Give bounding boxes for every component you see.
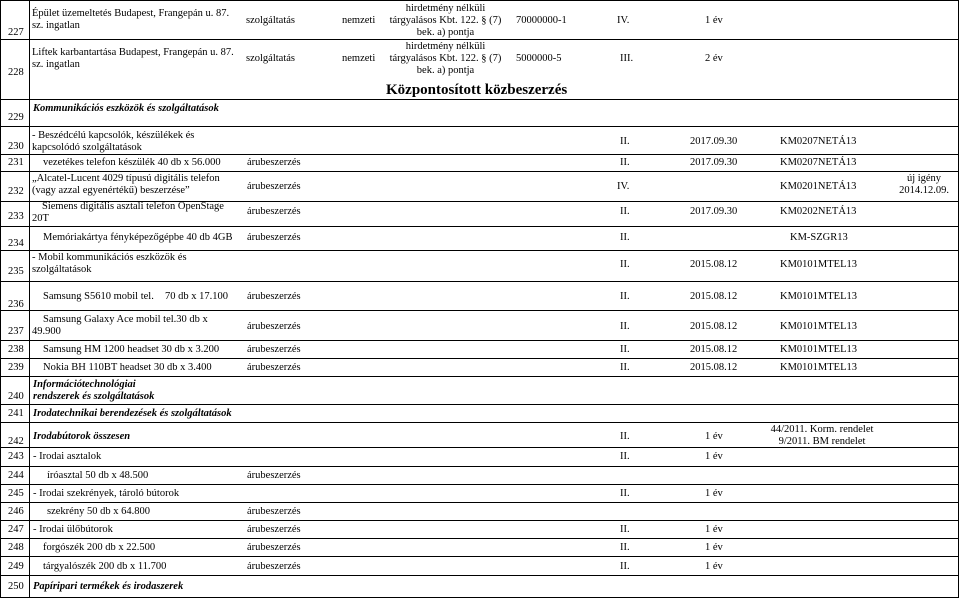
procedure-type: árubeszerzés: [247, 561, 301, 572]
duration: 1 év: [705, 15, 723, 26]
row-number: 227: [8, 27, 24, 38]
row-number: 238: [8, 344, 24, 355]
category-heading: Információtechnológiai rendszerek és szolgáltatások: [33, 379, 155, 402]
procurement-type: szolgáltatás: [246, 53, 295, 64]
item-description: - Irodai ülőbútorok: [33, 524, 113, 535]
row-number: 229: [8, 112, 24, 123]
quarter: II.: [620, 291, 630, 302]
column-border: [0, 0, 1, 598]
reference-code: KM0101MTEL13: [780, 321, 857, 332]
row-border: [0, 556, 959, 557]
procedure-type: árubeszerzés: [247, 232, 301, 243]
item-description: Samsung HM 1200 headset 30 db x 3.200: [43, 344, 220, 355]
procedure-type: árubeszerzés: [247, 157, 301, 168]
item-description: - Beszédcélú kapcsolók, készülékek és kapcsolódó szolgáltatások: [32, 130, 195, 153]
procedure-type: hirdetmény nélküli tárgyalásos Kbt. 122. § (7) bek. a) pontja: [389, 3, 502, 38]
reference-code: KM0101MTEL13: [780, 362, 857, 373]
quarter: II.: [620, 321, 630, 332]
row-border: [0, 340, 959, 341]
row-border: [0, 39, 959, 40]
row-number: 232: [8, 186, 24, 197]
row-number: 249: [8, 561, 24, 572]
item-description: - Irodai asztalok: [33, 451, 102, 462]
quarter: III.: [620, 53, 634, 64]
row-border: [0, 520, 959, 521]
procedure-type: árubeszerzés: [247, 321, 301, 332]
row-number: 233: [8, 211, 24, 222]
reference-code: KM0207NETÁ13: [780, 136, 857, 147]
item-description: Memóriakártya fényképezőgépbe 40 db 4GB: [43, 232, 233, 243]
row-number: 241: [8, 408, 24, 419]
item-description: íróasztal 50 db x 48.500: [47, 470, 149, 481]
date: 2015.08.12: [690, 344, 738, 355]
item-description: Siemens digitális asztali telefon OpenStage 20T: [32, 201, 224, 224]
quarter: II.: [620, 431, 630, 442]
note: új igény 2014.12.09.: [899, 173, 949, 196]
row-number: 230: [8, 141, 24, 152]
reference-code: KM0101MTEL13: [780, 259, 857, 270]
row-border: [0, 422, 959, 423]
duration: 1 év: [705, 431, 723, 442]
quarter: IV.: [617, 181, 630, 192]
category-heading: Kommunikációs eszközök és szolgáltatások: [33, 103, 219, 114]
row-border: [0, 484, 959, 485]
quarter: IV.: [617, 15, 630, 26]
row-number: 244: [8, 470, 24, 481]
category-heading: Irodatechnikai berendezések és szolgáltatások: [33, 408, 232, 419]
procedure-type: árubeszerzés: [247, 344, 301, 355]
reference-code: KM0202NETÁ13: [780, 206, 857, 217]
duration: 2 év: [705, 53, 723, 64]
procedure-type: árubeszerzés: [247, 542, 301, 553]
quarter: II.: [620, 524, 630, 535]
row-border: [0, 154, 959, 155]
row-number: 234: [8, 238, 24, 249]
quarter: II.: [620, 488, 630, 499]
procedure-type: hirdetmény nélküli tárgyalásos Kbt. 122. § (7) bek. a) pontja: [389, 41, 502, 76]
item-quantity: 70 db x 17.100: [165, 291, 228, 302]
item-description: - Irodai szekrények, tároló bútorok: [33, 488, 180, 499]
procurement-type: szolgáltatás: [246, 15, 295, 26]
cpv-code: 70000000-1: [516, 15, 567, 26]
procedure-type: árubeszerzés: [247, 181, 301, 192]
item-description: Samsung S5610 mobil tel.: [43, 291, 154, 302]
row-number: 246: [8, 506, 24, 517]
date: 2017.09.30: [690, 136, 738, 147]
date: 2015.08.12: [690, 362, 738, 373]
row-border: [0, 575, 959, 576]
date: 2017.09.30: [690, 157, 738, 168]
reference-code: KM0201NETÁ13: [780, 181, 857, 192]
row-number: 250: [8, 581, 24, 592]
item-description: Épület üzemeltetés Budapest, Frangepán u. 87. sz. ingatlan: [32, 8, 230, 31]
row-number: 243: [8, 451, 24, 462]
procedure-type: árubeszerzés: [247, 524, 301, 535]
date: 2017.09.30: [690, 206, 738, 217]
duration: 1 év: [705, 561, 723, 572]
row-number: 236: [8, 299, 24, 310]
reference-code: KM-SZGR13: [790, 232, 848, 243]
column-border: [29, 0, 30, 598]
procurement-origin: nemzeti: [342, 15, 376, 26]
row-border: [0, 0, 959, 1]
row-number: 239: [8, 362, 24, 373]
row-number: 247: [8, 524, 24, 535]
duration: 1 év: [705, 524, 723, 535]
quarter: II.: [620, 362, 630, 373]
quarter: II.: [620, 561, 630, 572]
procedure-type: árubeszerzés: [247, 291, 301, 302]
row-border: [0, 126, 959, 127]
row-number: 235: [8, 266, 24, 277]
quarter: II.: [620, 451, 630, 462]
row-number: 237: [8, 326, 24, 337]
date: 2015.08.12: [690, 321, 738, 332]
row-border: [0, 502, 959, 503]
item-description: szekrény 50 db x 64.800: [47, 506, 150, 517]
date: 2015.08.12: [690, 259, 738, 270]
item-description: vezetékes telefon készülék 40 db x 56.000: [43, 157, 221, 168]
duration: 1 év: [705, 542, 723, 553]
cpv-code: 5000000-5: [516, 53, 562, 64]
quarter: II.: [620, 136, 630, 147]
item-description: Samsung Galaxy Ace mobil tel.30 db x 49.900: [32, 314, 208, 337]
row-number: 248: [8, 542, 24, 553]
row-border: [0, 466, 959, 467]
section-heading: Központosított közbeszerzés: [386, 82, 568, 98]
item-description: tárgyalószék 200 db x 11.700: [43, 561, 167, 572]
row-number: 231: [8, 157, 24, 168]
item-description: - Mobil kommunikációs eszközök és szolgáltatások: [32, 252, 187, 275]
quarter: II.: [620, 157, 630, 168]
procurement-origin: nemzeti: [342, 53, 376, 64]
reference-code: KM0101MTEL13: [780, 344, 857, 355]
procedure-type: árubeszerzés: [247, 362, 301, 373]
row-border: [0, 538, 959, 539]
category-heading: Irodabútorok összesen: [33, 431, 131, 442]
duration: 1 év: [705, 451, 723, 462]
category-heading: Papíripari termékek és irodaszerek: [33, 581, 184, 592]
quarter: II.: [620, 206, 630, 217]
quarter: II.: [620, 542, 630, 553]
row-border: [0, 376, 959, 377]
quarter: II.: [620, 344, 630, 355]
row-number: 242: [8, 436, 24, 447]
row-number: 245: [8, 488, 24, 499]
quarter: II.: [620, 259, 630, 270]
row-number: 228: [8, 67, 24, 78]
reference-code: KM0101MTEL13: [780, 291, 857, 302]
row-border: [0, 250, 959, 251]
procedure-type: árubeszerzés: [247, 206, 301, 217]
row-border: [0, 404, 959, 405]
item-description: forgószék 200 db x 22.500: [43, 542, 156, 553]
duration: 1 év: [705, 488, 723, 499]
row-border: [0, 310, 959, 311]
item-description: Liftek karbantartása Budapest, Frangepán u. 87. sz. ingatlan: [32, 47, 234, 70]
row-border: [0, 281, 959, 282]
procedure-type: árubeszerzés: [247, 506, 301, 517]
item-description: Nokia BH 110BT headset 30 db x 3.400: [43, 362, 212, 373]
row-border: [0, 358, 959, 359]
row-border: [0, 171, 959, 172]
reference-code: KM0207NETÁ13: [780, 157, 857, 168]
row-border: [0, 226, 959, 227]
quarter: II.: [620, 232, 630, 243]
note: 44/2011. Korm. rendelet 9/2011. BM rendelet: [770, 424, 874, 447]
row-number: 240: [8, 391, 24, 402]
item-description: „Alcatel-Lucent 4029 típusú digitális telefon (vagy azzal egyenértékű) beszerzése”: [32, 173, 220, 196]
row-border: [0, 99, 959, 100]
date: 2015.08.12: [690, 291, 738, 302]
procedure-type: árubeszerzés: [247, 470, 301, 481]
